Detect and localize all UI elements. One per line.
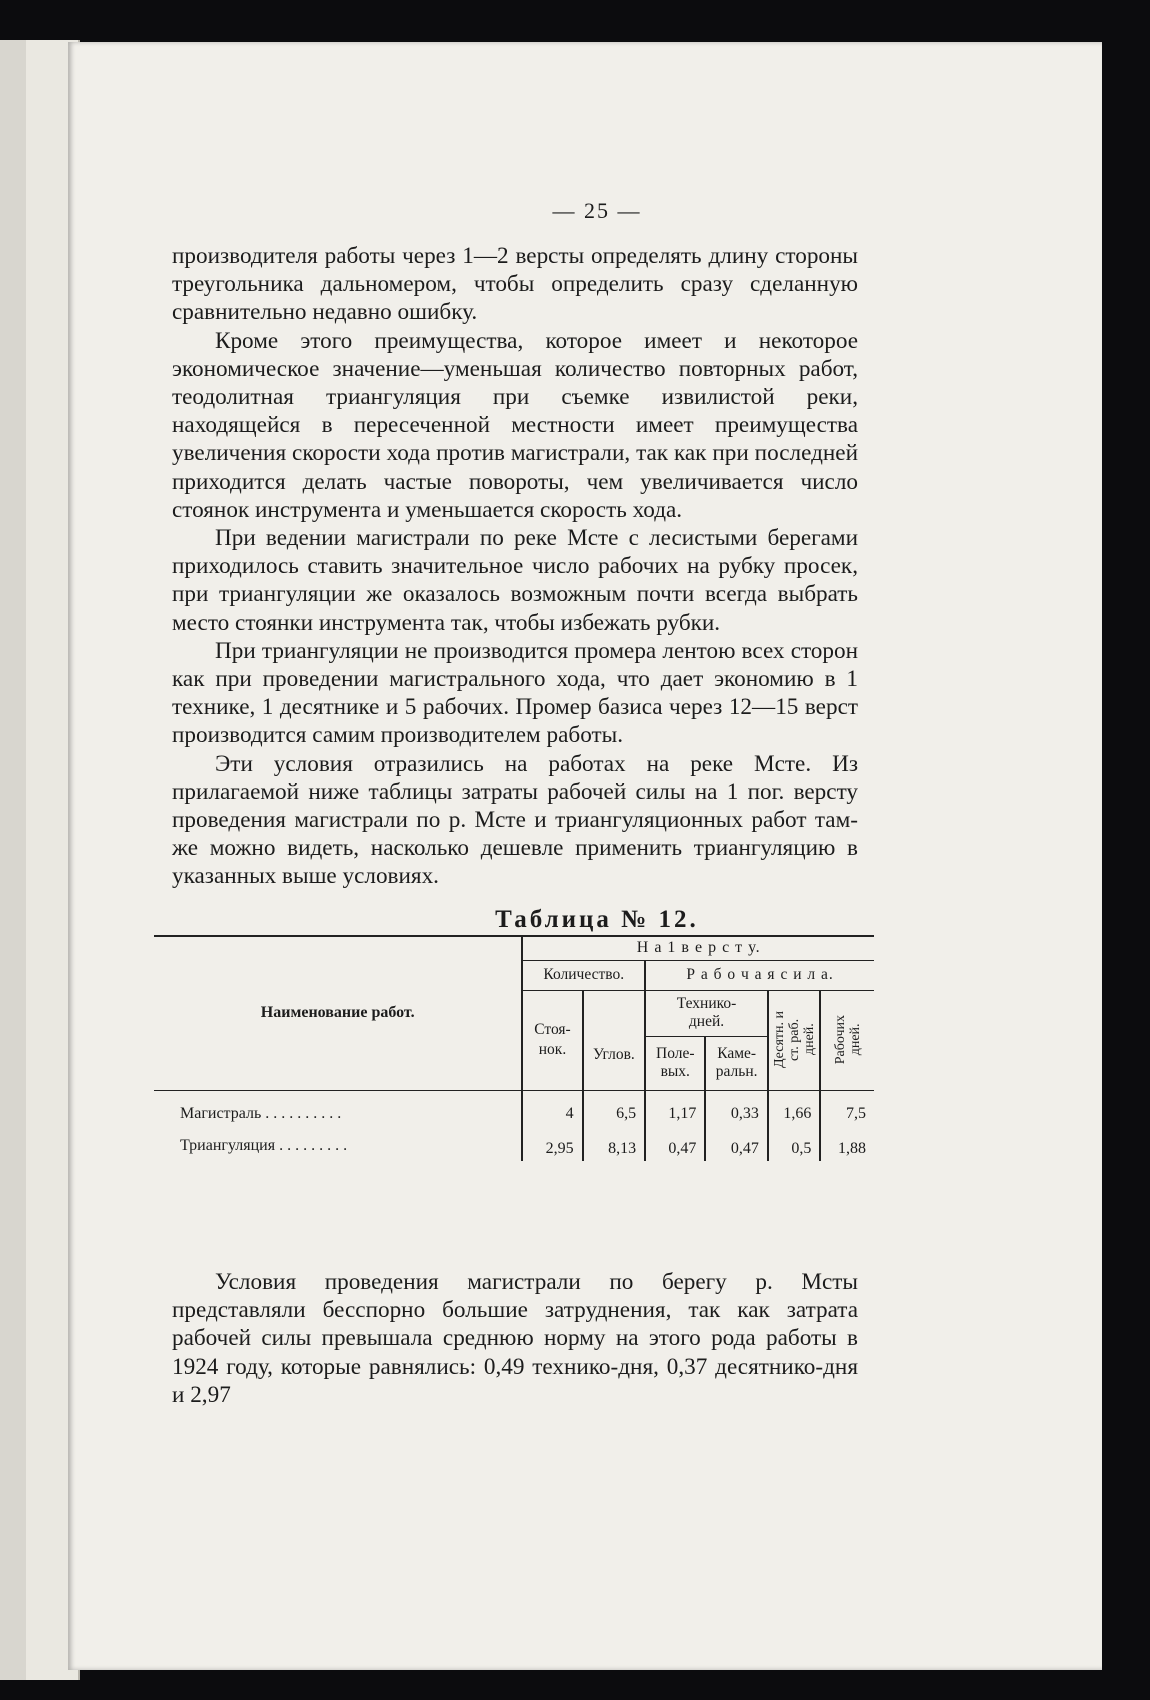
row-dots: . . . . . . . . .: [279, 1136, 348, 1154]
paragraph-6: Условия проведения магистрали по берегу р. Мсты представляли бесспорно большие затруднения, так как затрата рабочей силы превышала среднюю норму на этого рода работы в 1924 году, которые равнялись: 0,49 технико-дня, 0,37 десятнико-дня и 2,97: [172, 1269, 858, 1408]
cell-desyatnik: 0,5: [768, 1123, 820, 1161]
cell-rabochikh: 7,5: [820, 1090, 874, 1123]
header-kameralnykh: Каме- ральн.: [705, 1037, 768, 1090]
cell-rabochikh: 1,88: [820, 1123, 874, 1161]
row-name: Магистраль: [180, 1104, 262, 1122]
paragraph-1: производителя работы через 1—2 версты определять длину стороны треугольника дальномером, чтобы определить сразу сделанную сравнительно недавно ошибку.: [172, 243, 858, 326]
row-dots: . . . . . . . . . .: [265, 1104, 342, 1122]
cell-desyatnik: 1,66: [768, 1090, 820, 1123]
body-text: [172, 242, 858, 891]
paragraph-4: При триангуляции не производится промера лентою всех сторон как при проведении магистрального хода, что дает экономию в 1 технике, 1 десятнике и 5 рабочих. Промер базиса через 12—15 верст производится самим производителем работы.: [172, 637, 858, 749]
cell-polevykh: 1,17: [645, 1090, 705, 1123]
table-title: Таблица № 12.: [495, 906, 699, 933]
header-polevykh: Поле- вых.: [645, 1037, 705, 1090]
cell-stoyanok: 2,95: [522, 1123, 582, 1161]
header-stoyanok: Стоя- нок.: [522, 990, 582, 1090]
header-uglov: Углов.: [583, 990, 646, 1090]
header-rabochikh: Рабочих дней.: [832, 1015, 863, 1065]
row-name: Триангуляция: [180, 1136, 276, 1154]
paragraph-3: При ведении магистрали по реке Мсте с лесистыми берегами приходилось ставить значительное число рабочих на рубку просек, при триангуляции же оказалось возможным почти всегда выбрать место стоянки инструмента так, чтобы избежать рубки.: [172, 525, 858, 636]
table-row: [154, 1123, 874, 1161]
cell-kameralnykh: 0,47: [705, 1123, 768, 1161]
paragraph-2: Кроме этого преимущества, которое имеет и некоторое экономическое значение—уменьшая количество повторных работ, теодолитная триангуляция при съемке извилистой реки, находящейся в пересеченной местности имеет преимущества увеличения скорости хода против магистрали, так как при последней приходится делать частые повороты, чем увеличивается число стоянок инструмента и уменьшается скорость хода.: [172, 327, 858, 523]
header-labor: Р а б о ч а я с и л а.: [645, 960, 874, 990]
cell-uglov: 8,13: [583, 1123, 646, 1161]
table-container: [154, 935, 944, 1161]
cell-stoyanok: 4: [522, 1090, 582, 1123]
labor-table: [154, 935, 874, 1161]
header-techniko: Технико- дней.: [645, 990, 768, 1037]
text-after-table: [172, 1268, 858, 1409]
cell-uglov: 6,5: [583, 1090, 646, 1123]
header-name: Наименование работ.: [260, 1004, 415, 1022]
table-row: [154, 1090, 874, 1123]
header-quantity: Количество.: [522, 960, 645, 990]
book-page: [68, 42, 1102, 1670]
cell-kameralnykh: 0,33: [705, 1090, 768, 1123]
header-desyatnik: Десятн. и ст. раб. дней.: [771, 1011, 817, 1069]
paragraph-5: Эти условия отразились на работах на реке Мсте. Из прилагаемой ниже таблицы затраты рабочей силы на 1 пог. версту проведения магистрали по р. Мсте и триангуляционных работ там-же можно видеть, насколько дешевле применить триангуляцию в указанных выше условиях.: [172, 750, 858, 890]
page-number: — 25 —: [552, 198, 642, 223]
left-page-shadow: [0, 40, 26, 1680]
cell-polevykh: 0,47: [645, 1123, 705, 1161]
header-per-verst: Н а 1 в е р с т у.: [522, 936, 874, 960]
